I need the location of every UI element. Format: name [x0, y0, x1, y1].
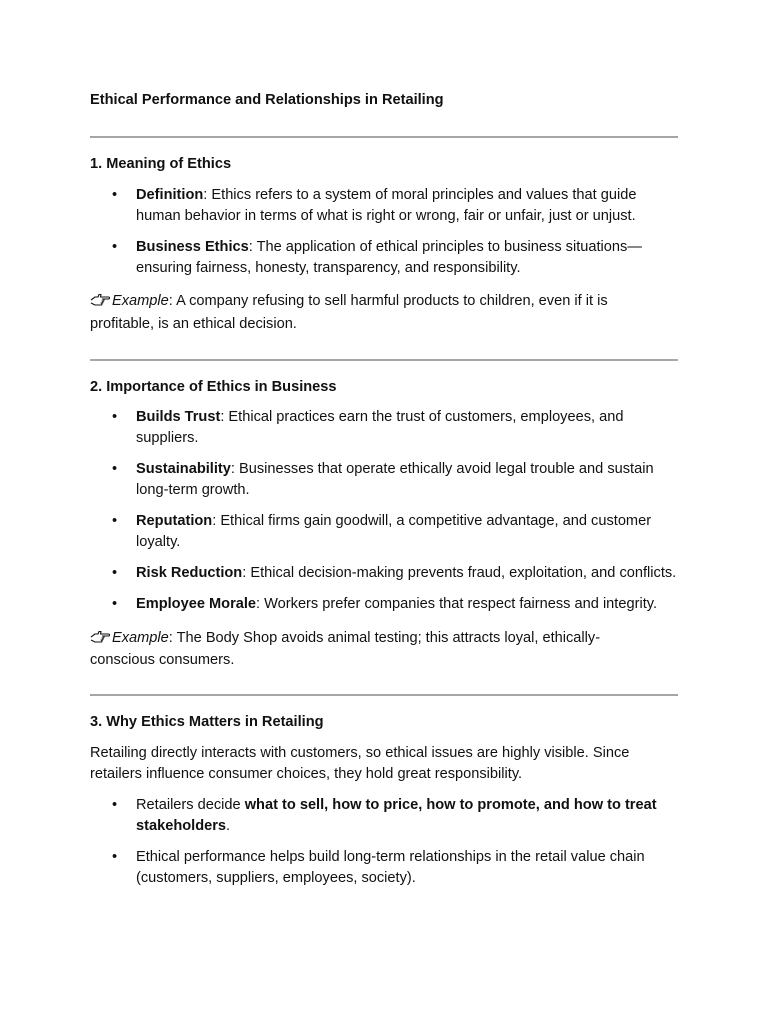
bullet-dot: • [112, 187, 118, 203]
section-2-example [90, 627, 650, 671]
list-item [90, 407, 680, 449]
bullet-text: : Ethics refers to a system of moral principles and values that guide human behavior in terms of what is right or wrong, fair or unfair, just or unjust. [136, 187, 637, 224]
bullet-term: Employee Morale [136, 596, 257, 612]
pointing-hand-icon [90, 293, 110, 307]
bullet-text: : Businesses that operate ethically avoid legal trouble and sustain long-term growth. [136, 461, 654, 498]
bullet-term: Risk Reduction [136, 565, 243, 581]
bullet-text: : Ethical firms gain goodwill, a competitive advantage, and customer loyalty. [136, 513, 652, 550]
pointing-hand-icon [90, 630, 110, 644]
bullet-term: Reputation [136, 513, 213, 529]
bullet-text: Retailers decide [136, 797, 245, 813]
list-item [90, 795, 680, 837]
list-item [90, 237, 680, 279]
bullet-dot: • [112, 513, 118, 529]
document-title: Ethical Performance and Relationships in Retailing [90, 92, 444, 108]
section-3-intro: Retailing directly interacts with customers, so ethical issues are highly visible. Since retailers influence consumer choices, they hold great responsibility. [90, 745, 630, 782]
section-2-list [90, 407, 680, 615]
bullet-term: Definition [136, 187, 204, 203]
bullet-dot: • [112, 409, 118, 425]
bullet-text: : Ethical decision-making prevents fraud, exploitation, and conflicts. [242, 565, 677, 581]
list-item [90, 185, 680, 227]
bullet-text: : The application of ethical principles to business situations—ensuring fairness, honesty, transparency, and responsibility. [136, 239, 642, 276]
section-1-list [90, 185, 680, 279]
bullet-dot: • [112, 461, 118, 477]
bullet-dot: • [112, 239, 118, 255]
list-item [90, 594, 680, 615]
section-1-example [90, 290, 650, 336]
example-text: : A company refusing to sell harmful products to children, even if it is profitable, is an ethical decision. [90, 293, 608, 332]
bullet-text: . [226, 818, 231, 834]
bullet-text: : Workers prefer companies that respect fairness and integrity. [256, 596, 658, 612]
list-item [90, 847, 680, 889]
list-item [90, 511, 680, 553]
bullet-dot: • [112, 596, 118, 612]
example-label: Example [112, 293, 169, 309]
bullet-text: Ethical performance helps build long-term relationships in the retail value chain (customers, suppliers, employees, society). [136, 849, 645, 886]
section-3-heading: 3. Why Ethics Matters in Retailing [90, 714, 324, 730]
example-text: : The Body Shop avoids animal testing; this attracts loyal, ethically-conscious consumers. [90, 630, 601, 668]
list-item [90, 459, 680, 501]
document-page [90, 90, 680, 889]
bullet-text: : Ethical practices earn the trust of customers, employees, and suppliers. [136, 409, 624, 446]
section-3-list [90, 795, 680, 889]
bullet-term: Sustainability [136, 461, 231, 477]
section-1-heading: 1. Meaning of Ethics [90, 156, 232, 172]
list-item [90, 563, 680, 584]
bullet-dot: • [112, 797, 118, 813]
example-label: Example [112, 630, 169, 646]
section-2-heading: 2. Importance of Ethics in Business [90, 379, 337, 395]
bullet-term: Builds Trust [136, 409, 221, 425]
bullet-dot: • [112, 849, 118, 865]
bullet-dot: • [112, 565, 118, 581]
bullet-term: Business Ethics [136, 239, 249, 255]
bullet-bold-text: what to sell, how to price, how to promote, and how to treat stakeholders [136, 797, 657, 834]
